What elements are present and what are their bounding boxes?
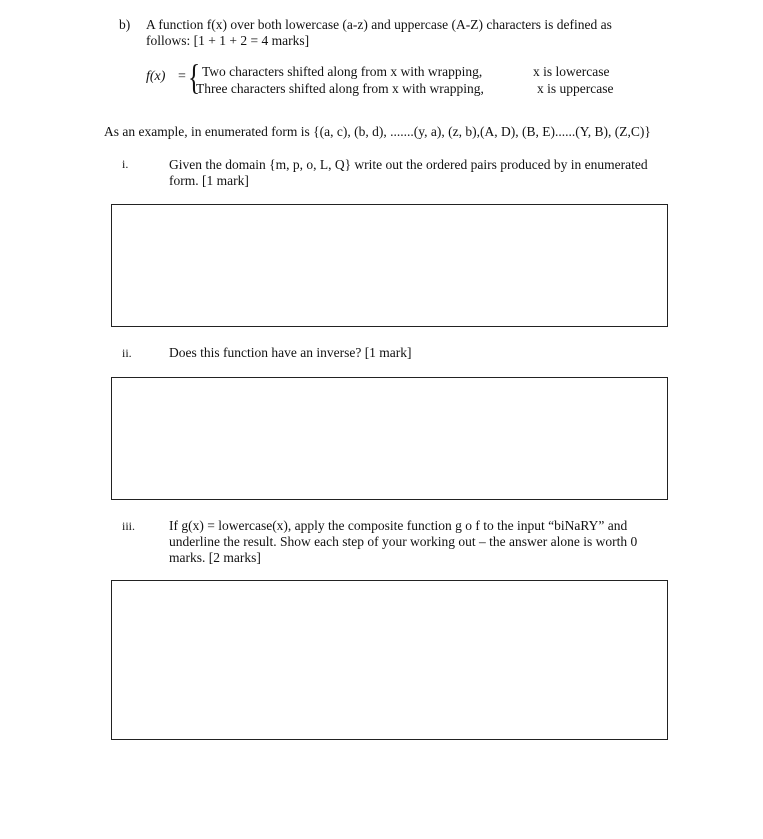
question-1-text-line-2: form. [1 mark] xyxy=(169,173,249,188)
question-1-text-line-1: Given the domain {m, p, o, L, Q} write out the ordered pairs produced by in enumerated xyxy=(169,157,648,172)
part-description-line-1: A function f(x) over both lowercase (a-z) and uppercase (A-Z) characters is defined as xyxy=(146,17,612,32)
case-1-condition: x is lowercase xyxy=(533,64,610,79)
case-2-expression: Three characters shifted along from x with wrapping, xyxy=(196,81,484,96)
answer-box-1[interactable] xyxy=(111,204,668,327)
function-equals-sign: = xyxy=(178,69,186,84)
piecewise-brace: { xyxy=(188,57,201,97)
question-1-number: i. xyxy=(122,157,129,171)
answer-box-2[interactable] xyxy=(111,377,668,500)
part-label: b) xyxy=(119,17,131,32)
question-2-number: ii. xyxy=(122,346,132,360)
question-2-text-line-1: Does this function have an inverse? [1 mark] xyxy=(169,345,412,360)
case-1-expression: Two characters shifted along from x with wrapping, xyxy=(202,64,483,79)
case-2-condition: x is uppercase xyxy=(537,81,614,96)
part-description-line-2: follows: [1 + 1 + 2 = 4 marks] xyxy=(146,33,310,48)
question-3-text-line-1: If g(x) = lowercase(x), apply the composite function g o f to the input “biNaRY” and xyxy=(169,518,628,533)
example-text: As an example, in enumerated form is {(a, c), (b, d), .......(y, a), (z, b),(A, D), (B, E)......(Y, B), (Z,C)} xyxy=(104,124,651,139)
question-3-text-line-2: underline the result. Show each step of your working out – the answer alone is worth 0 xyxy=(169,534,638,549)
answer-box-3[interactable] xyxy=(111,580,668,740)
question-3-number: iii. xyxy=(122,519,136,533)
question-3-text-line-3: marks. [2 marks] xyxy=(169,550,261,565)
function-name: f(x) xyxy=(146,69,166,84)
